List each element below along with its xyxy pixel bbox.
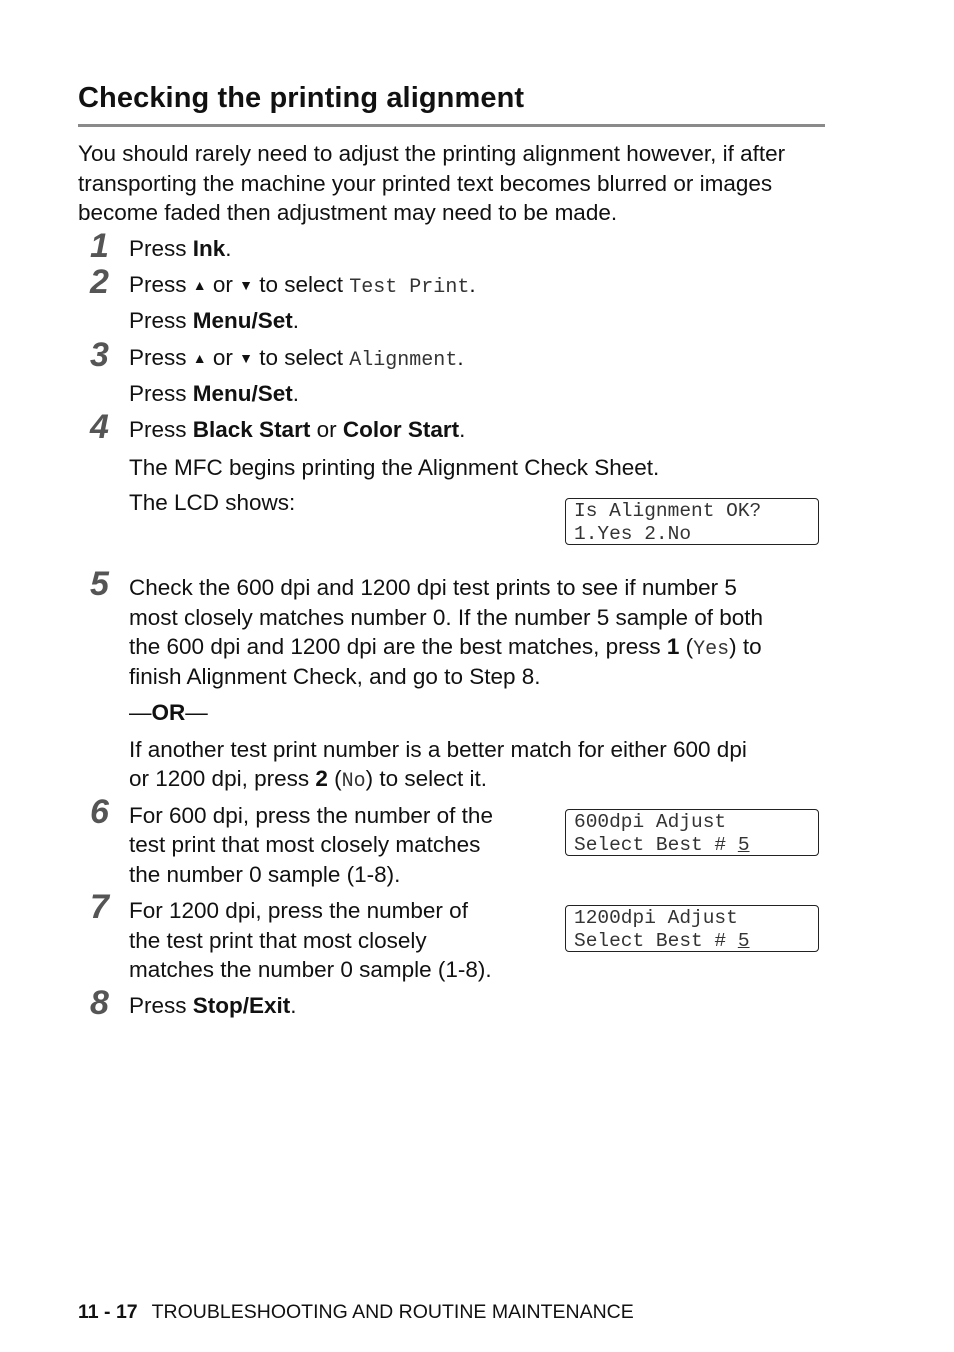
page-footer — [78, 1301, 634, 1324]
step-number-8: 8 — [90, 984, 109, 1022]
key-1: 1 — [666, 634, 680, 659]
key-black-start: Black Start — [192, 417, 311, 442]
intro-paragraph: You should rarely need to adjust the printing alignment however, if after transporting the machine your printed text becomes blurred or images become faded then adjustment may need to be made. — [78, 141, 786, 225]
step-4-text-2: The MFC begins printing the Alignment Check Sheet. — [129, 455, 660, 480]
step-5-line-5: If another test print number is a better match for either 600 dpi — [129, 737, 747, 762]
step-1-text: Press Ink. — [129, 236, 232, 261]
step-7-line-2: the test print that most closely — [129, 928, 427, 953]
down-arrow-icon: ▼ — [239, 277, 253, 293]
step-number-5: 5 — [90, 565, 109, 603]
step-6-line-2: test print that most closely matches — [129, 832, 481, 857]
or-separator: —OR— — [129, 700, 208, 725]
step-number-3: 3 — [90, 336, 109, 374]
step-6-line-1: For 600 dpi, press the number of the — [129, 803, 493, 828]
step-number-1: 1 — [90, 227, 109, 265]
step-7-line-3: matches the number 0 sample (1-8). — [129, 957, 492, 982]
step-4-text-3: The LCD shows: — [129, 490, 296, 515]
key-menu-set: Menu/Set — [192, 381, 293, 406]
up-arrow-icon: ▲ — [192, 277, 207, 293]
key-2: 2 — [315, 766, 328, 791]
step-3-text: Press ▲ or ▼ to select Alignment. — [129, 345, 464, 372]
step-number-6: 6 — [90, 793, 109, 831]
key-menu-set: Menu/Set — [192, 308, 293, 333]
lcd-option-alignment: Alignment — [349, 349, 458, 372]
down-arrow-icon: ▼ — [239, 350, 253, 366]
up-arrow-icon: ▲ — [192, 350, 207, 366]
step-7-line-1: For 1200 dpi, press the number of — [129, 898, 468, 923]
step-5-line-6: or 1200 dpi, press 2 (No) to select it. — [129, 766, 487, 793]
step-2-text: Press ▲ or ▼ to select Test Print. — [129, 272, 476, 299]
step-3-text-2: Press Menu/Set. — [129, 381, 300, 406]
step-number-7: 7 — [90, 888, 109, 926]
step-5-line-4: finish Alignment Check, and go to Step 8. — [129, 664, 541, 689]
lcd-option-test-print: Test Print — [349, 276, 470, 299]
step-5-line-1: Check the 600 dpi and 1200 dpi test prints to see if number 5 — [129, 575, 737, 600]
page-title: Checking the printing alignment — [78, 82, 525, 114]
title-underline — [78, 124, 825, 127]
lcd-display-600dpi: 600dpi Adjust Select Best # 5 — [565, 809, 819, 856]
lcd-option-no: No — [341, 770, 366, 793]
lcd-display-alignment-check: Is Alignment OK? 1.Yes 2.No — [565, 498, 819, 545]
step-6-line-3: the number 0 sample (1-8). — [129, 862, 401, 887]
section-name: TROUBLESHOOTING AND ROUTINE MAINTENANCE — [151, 1301, 634, 1323]
step-8-text: Press Stop/Exit. — [129, 993, 297, 1018]
step-number-2: 2 — [90, 263, 109, 301]
step-4-text: Press Black Start or Color Start. — [129, 417, 466, 442]
step-5-line-2: most closely matches number 0. If the number 5 sample of both — [129, 605, 764, 630]
step-2-text-2: Press Menu/Set. — [129, 308, 300, 333]
step-number-4: 4 — [90, 408, 109, 446]
key-ink: Ink — [192, 236, 226, 261]
step-5-line-3: the 600 dpi and 1200 dpi are the best matches, press 1 (Yes) to — [129, 634, 762, 661]
key-color-start: Color Start — [342, 417, 460, 442]
key-stop-exit: Stop/Exit — [192, 993, 291, 1018]
lcd-option-yes: Yes — [693, 638, 730, 661]
page-number: 11 - 17 — [78, 1301, 138, 1323]
lcd-display-1200dpi: 1200dpi Adjust Select Best # 5 — [565, 905, 819, 952]
